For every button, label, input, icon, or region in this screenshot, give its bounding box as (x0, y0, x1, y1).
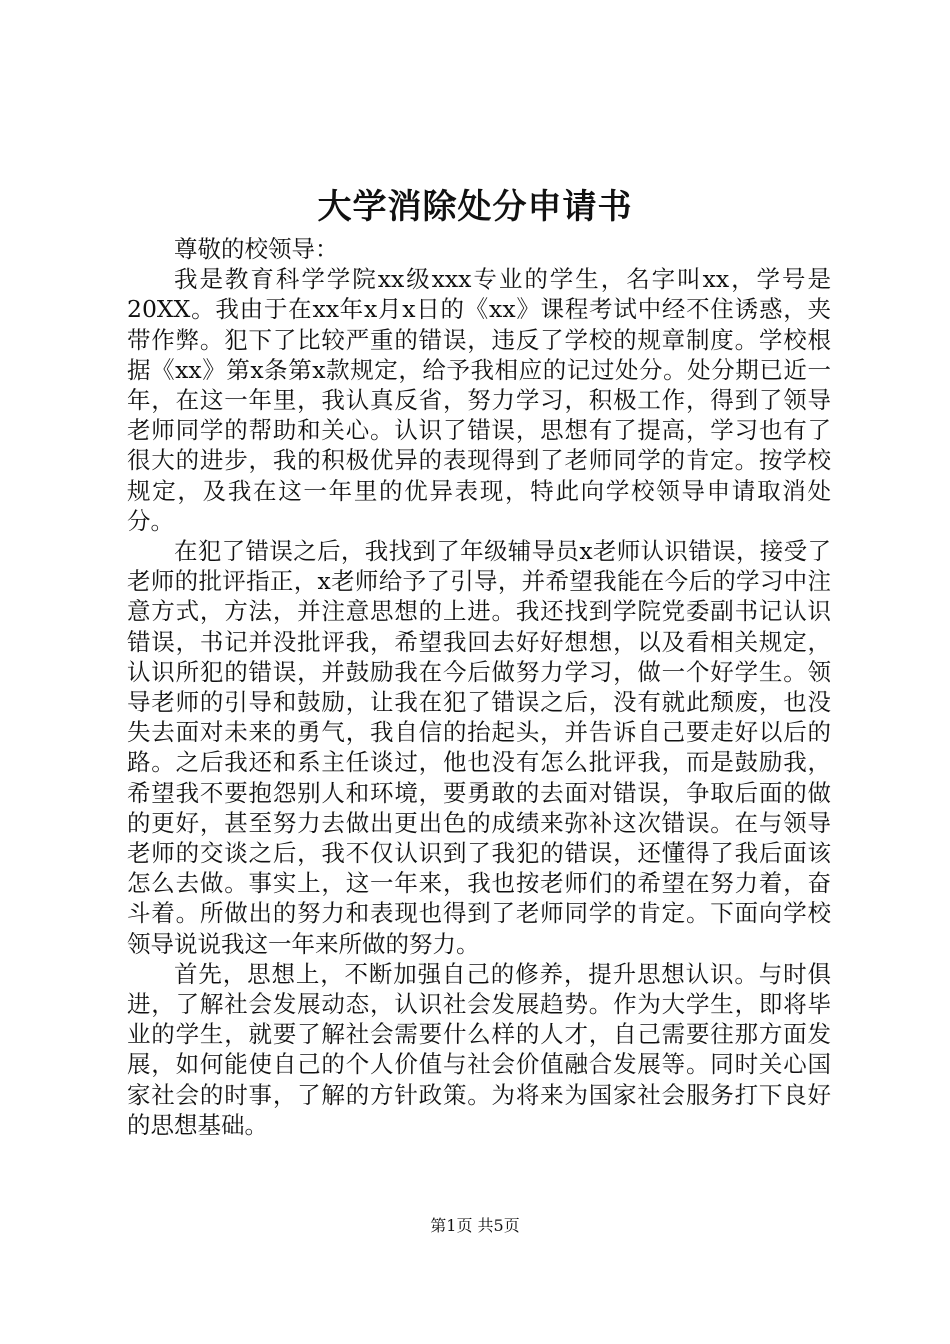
paragraph-2: 在犯了错误之后，我找到了年级辅导员x老师认识错误，接受了老师的批评指正，x老师给予了引导，并希望我能在今后的学习中注意方式，方法，并注意思想的上进。我还找到学院党委副书记认识错误，书记并没批评我，希望我回去好好想想，以及看相关规定，认识所犯的错误，并鼓励我在今后做努力学习，做一个好学生。领导老师的引导和鼓励，让我在犯了错误之后，没有就此颓废，也没失去面对未来的勇气，我自信的抬起头，并告诉自己要走好以后的路。之后我还和系主任谈过，他也没有怎么批评我，而是鼓励我，希望我不要抱怨别人和环境，要勇敢的去面对错误，争取后面的做的更好，甚至努力去做出更出色的成绩来弥补这次错误。在与领导老师的交谈之后，我不仅认识到了我犯的错误，还懂得了我后面该怎么去做。事实上，这一年来，我也按老师们的希望在努力着，奋斗着。所做出的努力和表现也得到了老师同学的肯定。下面向学校领导说说我这一年来所做的努力。 (127, 537, 831, 958)
page-footer: 第1页 共5页 (430, 1216, 520, 1235)
document-body (127, 234, 831, 1140)
paragraph-1: 我是教育科学学院xx级xxx专业的学生，名字叫xx，学号是20XX。我由于在xx年x月x日的《xx》课程考试中经不住诱惑，夹带作弊。犯下了比较严重的错误，违反了学校的规章制度。学校根据《xx》第x条第x款规定，给予我相应的记过处分。处分期已近一年，在这一年里，我认真反省，努力学习，积极工作，得到了领导老师同学的帮助和关心。认识了错误，思想有了提高，学习也有了很大的进步，我的积极优异的表现得到了老师同学的肯定。按学校规定，及我在这一年里的优异表现，特此向学校领导申请取消处分。 (127, 265, 831, 535)
salutation: 尊敬的校领导： (174, 235, 339, 263)
paragraph-3: 首先，思想上，不断加强自己的修养，提升思想认识。与时俱进，了解社会发展动态，认识社会发展趋势。作为大学生，即将毕业的学生，就要了解社会需要什么样的人才，自己需要往那方面发展，如何能使自己的个人价值与社会价值融合发展等。同时关心国家社会的时事，了解的方针政策。为将来为国家社会服务打下良好的思想基础。 (127, 959, 831, 1139)
document-title: 大学消除处分申请书 (317, 187, 633, 227)
